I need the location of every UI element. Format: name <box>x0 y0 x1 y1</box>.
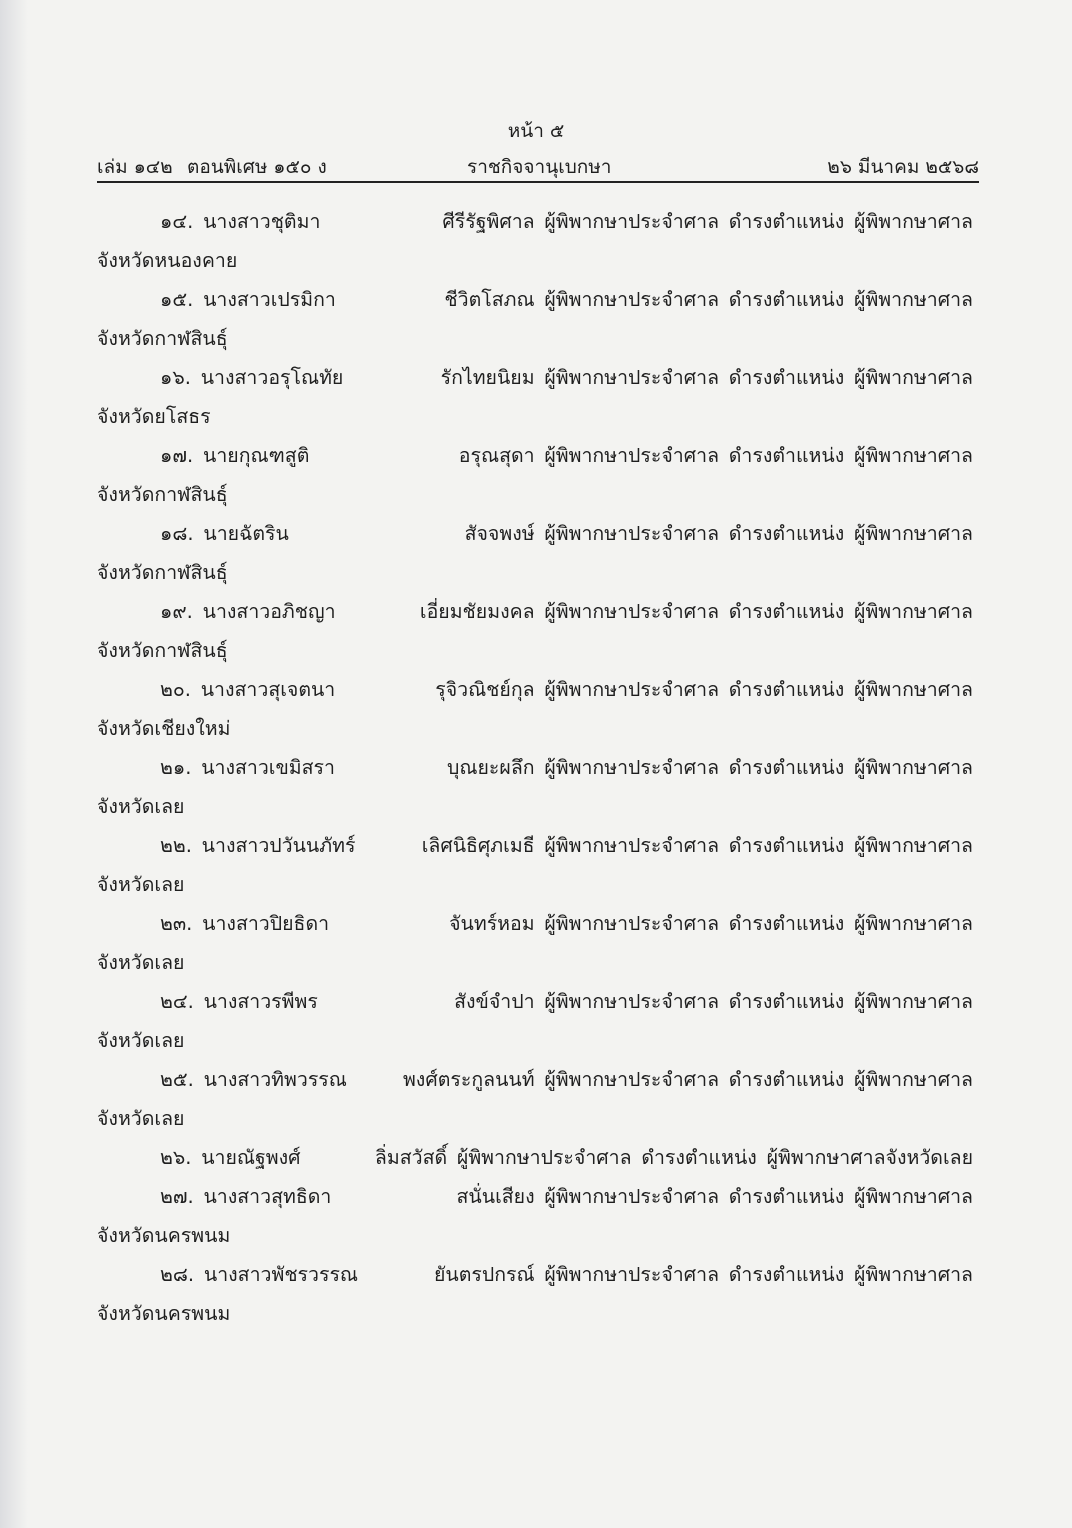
entry-target: ผู้พิพากษาศาล <box>854 600 973 623</box>
entry-verb: ดำรงตำแหน่ง <box>728 600 845 623</box>
list-item <box>97 982 973 1060</box>
entry-province: จังหวัดนครพนม <box>97 1224 231 1247</box>
entry-line <box>97 592 973 631</box>
entry-province: จังหวัดเลย <box>97 873 185 896</box>
list-item <box>97 1138 973 1177</box>
list-item <box>97 670 973 748</box>
entry-target: ผู้พิพากษาศาล <box>854 678 973 701</box>
entry-line <box>97 670 973 709</box>
entry-num: ๒๖. <box>160 1146 192 1169</box>
entry-title: ผู้พิพากษาประจำศาล <box>544 288 720 311</box>
entry-verb: ดำรงตำแหน่ง <box>728 522 845 545</box>
entry-line <box>97 1060 973 1099</box>
entry-name: นางสาวพัชรวรรณ ยันตรปกรณ์ <box>203 1263 535 1286</box>
entry-target: ผู้พิพากษาศาล <box>854 366 973 389</box>
entry-num: ๑๔. <box>160 210 194 233</box>
entry-line <box>97 202 973 241</box>
entry-line <box>97 280 973 319</box>
entry-target: ผู้พิพากษาศาล <box>854 522 973 545</box>
entry-title: ผู้พิพากษาประจำศาล <box>544 1185 720 1208</box>
entry-target: ผู้พิพากษาศาล <box>854 1068 973 1091</box>
entry-verb: ดำรงตำแหน่ง <box>728 288 845 311</box>
entry-num: ๒๒. <box>160 834 192 857</box>
entry-num: ๑๘. <box>160 522 194 545</box>
entry-num: ๒๔. <box>160 990 194 1013</box>
list-item <box>97 1177 973 1255</box>
header-rule <box>97 181 979 183</box>
list-item <box>97 1060 973 1138</box>
entry-line <box>97 748 973 787</box>
entry-province: จังหวัดเลย <box>97 1107 185 1130</box>
entry-verb: ดำรงตำแหน่ง <box>728 210 845 233</box>
entry-num: ๒๕. <box>160 1068 194 1091</box>
entry-verb: ดำรงตำแหน่ง <box>728 444 845 467</box>
entry-line <box>97 1138 973 1177</box>
entry-name: นางสาวอรุโณทัย รักไทยนิยม <box>200 366 535 389</box>
entry-target: ผู้พิพากษาศาล <box>854 444 973 467</box>
entry-title: ผู้พิพากษาประจำศาล <box>544 678 720 701</box>
entry-num: ๑๙. <box>160 600 193 623</box>
entry-line <box>97 1177 973 1216</box>
entry-line <box>97 436 973 475</box>
entry-line <box>97 904 973 943</box>
entry-title: ผู้พิพากษาประจำศาล <box>544 600 720 623</box>
entry-num: ๒๓. <box>160 912 193 935</box>
entry-verb: ดำรงตำแหน่ง <box>728 834 845 857</box>
entry-name: นางสาวเขมิสรา บุณยะผลึก <box>201 756 535 779</box>
entry-name: นางสาวชุติมา ศีรีรัฐพิศาล <box>203 210 535 233</box>
entry-title: ผู้พิพากษาประจำศาล <box>544 444 720 467</box>
entry-num: ๒๑. <box>160 756 192 779</box>
entry-province: จังหวัดเลย <box>97 795 185 818</box>
list-item <box>97 358 973 436</box>
entry-province: จังหวัดยโสธร <box>97 405 211 428</box>
entry-title: ผู้พิพากษาประจำศาล <box>544 990 720 1013</box>
entry-name: นางสาวทิพวรรณ พงศ์ตระกูลนนท์ <box>203 1068 535 1091</box>
entry-name: นางสาวเปรมิกา ชีวิตโสภณ <box>203 288 535 311</box>
entry-verb: ดำรงตำแหน่ง <box>728 1263 845 1286</box>
entry-name: นายฉัตริน สัจจพงษ์ <box>203 522 535 545</box>
running-header <box>97 152 979 182</box>
entry-num: ๑๗. <box>160 444 194 467</box>
entry-name: นายณัฐพงศ์ ลิ่มสวัสดิ์ <box>201 1146 448 1169</box>
entry-target: ผู้พิพากษาศาล <box>854 210 973 233</box>
entry-target: ผู้พิพากษาศาลจังหวัดเลย <box>766 1146 973 1169</box>
entry-verb: ดำรงตำแหน่ง <box>728 678 845 701</box>
entry-target: ผู้พิพากษาศาล <box>854 288 973 311</box>
entry-line <box>97 358 973 397</box>
entry-name: นายกุณฑสูติ อรุณสุดา <box>203 444 535 467</box>
entry-name: นางสาวสุเจตนา รุจิวณิชย์กุล <box>200 678 535 701</box>
entry-title: ผู้พิพากษาประจำศาล <box>544 210 720 233</box>
list-item <box>97 904 973 982</box>
list-item <box>97 202 973 280</box>
entry-target: ผู้พิพากษาศาล <box>854 912 973 935</box>
entry-num: ๒๗. <box>160 1185 194 1208</box>
volume: เล่ม ๑๔๒ <box>97 156 173 178</box>
entry-name: นางสาวปิยธิดา จันทร์หอม <box>202 912 535 935</box>
page-number: หน้า ๕ <box>507 120 565 142</box>
entry-province: จังหวัดกาฬสินธุ์ <box>97 639 228 662</box>
entry-title: ผู้พิพากษาประจำศาล <box>544 366 720 389</box>
appointment-list <box>97 202 973 1333</box>
entry-target: ผู้พิพากษาศาล <box>854 1263 973 1286</box>
publication-name: ราชกิจจานุเบกษา <box>467 156 612 178</box>
entry-province: จังหวัดหนองคาย <box>97 249 238 272</box>
entry-verb: ดำรงตำแหน่ง <box>728 756 845 779</box>
entry-verb: ดำรงตำแหน่ง <box>728 912 845 935</box>
entry-verb: ดำรงตำแหน่ง <box>641 1146 757 1169</box>
entry-line <box>97 1255 973 1294</box>
entry-num: ๑๖. <box>160 366 191 389</box>
entry-title: ผู้พิพากษาประจำศาล <box>544 834 720 857</box>
entry-verb: ดำรงตำแหน่ง <box>728 990 845 1013</box>
entry-title: ผู้พิพากษาประจำศาล <box>544 756 720 779</box>
entry-verb: ดำรงตำแหน่ง <box>728 366 845 389</box>
list-item <box>97 514 973 592</box>
list-item <box>97 436 973 514</box>
entry-verb: ดำรงตำแหน่ง <box>728 1185 845 1208</box>
entry-line <box>97 982 973 1021</box>
page-edge-shadow <box>0 0 28 1528</box>
list-item <box>97 280 973 358</box>
entry-target: ผู้พิพากษาศาล <box>854 756 973 779</box>
entry-title: ผู้พิพากษาประจำศาล <box>456 1146 632 1169</box>
entry-target: ผู้พิพากษาศาล <box>854 990 973 1013</box>
entry-line <box>97 514 973 553</box>
entry-name: นางสาวอภิชญา เอี่ยมชัยมงคล <box>202 600 535 623</box>
list-item <box>97 826 973 904</box>
entry-title: ผู้พิพากษาประจำศาล <box>544 912 720 935</box>
entry-title: ผู้พิพากษาประจำศาล <box>544 522 720 545</box>
entry-target: ผู้พิพากษาศาล <box>854 834 973 857</box>
entry-target: ผู้พิพากษาศาล <box>854 1185 973 1208</box>
entry-verb: ดำรงตำแหน่ง <box>728 1068 845 1091</box>
entry-province: จังหวัดเลย <box>97 1029 185 1052</box>
entry-name: นางสาวรพีพร สังข์จำปา <box>203 990 535 1013</box>
entry-name: นางสาวปวันนภัทร์ เลิศนิธิศุภเมธี <box>201 834 535 857</box>
entry-province: จังหวัดเลย <box>97 951 185 974</box>
entry-province: จังหวัดกาฬสินธุ์ <box>97 327 228 350</box>
issue: ตอนพิเศษ ๑๕๐ ง <box>187 156 327 178</box>
entry-num: ๒๘. <box>160 1263 195 1286</box>
entry-name: นางสาวสุทธิดา สนั่นเสียง <box>203 1185 535 1208</box>
list-item <box>97 748 973 826</box>
list-item <box>97 1255 973 1333</box>
publication-date: ๒๖ มีนาคม ๒๕๖๘ <box>827 156 979 178</box>
entry-num: ๑๕. <box>160 288 194 311</box>
entry-title: ผู้พิพากษาประจำศาล <box>544 1263 720 1286</box>
entry-num: ๒๐. <box>160 678 191 701</box>
entry-province: จังหวัดกาฬสินธุ์ <box>97 561 228 584</box>
entry-province: จังหวัดนครพนม <box>97 1302 231 1325</box>
entry-line <box>97 826 973 865</box>
entry-province: จังหวัดกาฬสินธุ์ <box>97 483 228 506</box>
list-item <box>97 592 973 670</box>
entry-title: ผู้พิพากษาประจำศาล <box>544 1068 720 1091</box>
entry-province: จังหวัดเชียงใหม่ <box>97 717 231 740</box>
